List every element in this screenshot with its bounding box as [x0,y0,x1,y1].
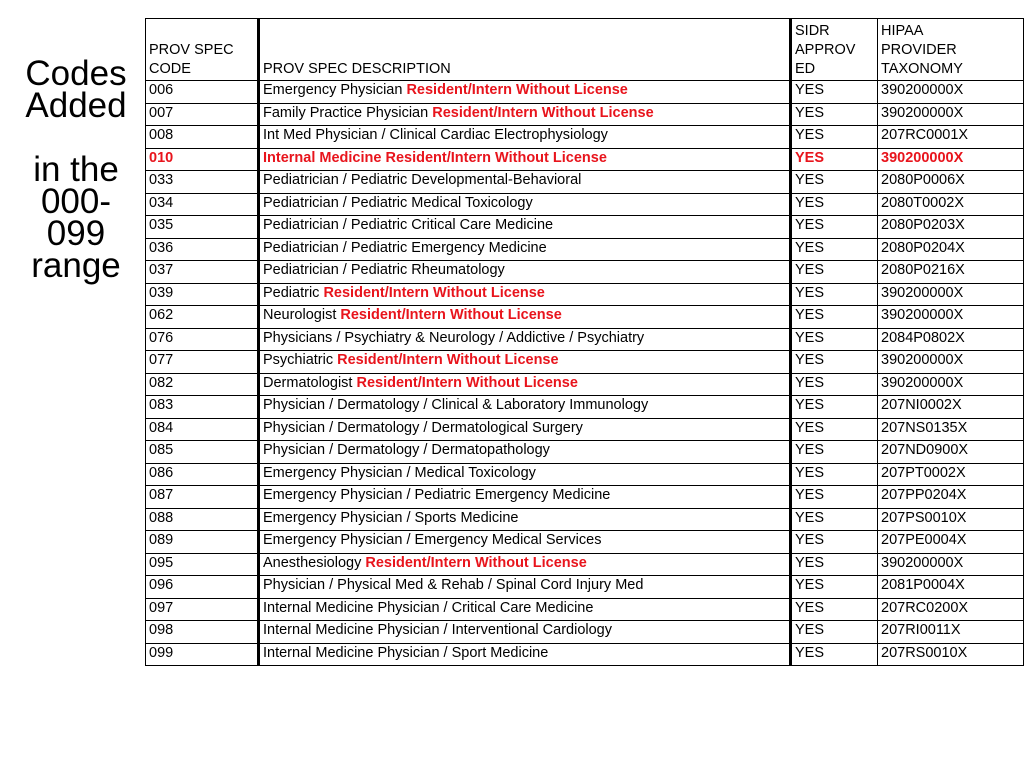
cell-hipaa-taxonomy: 2080P0203X [878,216,1024,239]
table-body [146,81,1024,666]
table-header-row [146,19,1024,81]
description-text: Internal Medicine Physician / Sport Medicine [263,644,549,661]
description-text: Physicians / Psychiatry & Neurology / Addictive / Psychiatry [263,329,645,346]
description-text: Pediatric [263,284,320,301]
description-text: Pediatrician / Pediatric Medical Toxicology [263,194,533,211]
table-row [146,126,1024,149]
cell-code: 076 [146,328,259,351]
cell-code: 037 [146,261,259,284]
table-row [146,486,1024,509]
cell-description [259,531,791,554]
table-row [146,171,1024,194]
table-row [146,531,1024,554]
cell-sidr-approved: YES [791,576,878,599]
cell-hipaa-taxonomy: 207ND0900X [878,441,1024,464]
cell-code: 077 [146,351,259,374]
cell-code: 085 [146,441,259,464]
cell-hipaa-taxonomy: 207PE0004X [878,531,1024,554]
header-prov-spec-code [146,19,259,81]
table-row [146,598,1024,621]
cell-hipaa-taxonomy: 207RC0200X [878,598,1024,621]
cell-sidr-approved: YES [791,463,878,486]
cell-description [259,373,791,396]
provider-specialty-table [145,18,1024,666]
description-highlight: Resident/Intern Without License [432,104,654,121]
description-highlight: Resident/Intern Without License [340,307,562,323]
cell-code: 036 [146,238,259,261]
cell-code: 089 [146,531,259,554]
table-row [146,396,1024,419]
table-row [146,373,1024,396]
cell-sidr-approved: YES [791,508,878,531]
header-hipaa-line3: TAXONOMY [881,61,963,77]
description-text: Physician / Dermatology / Clinical & Laboratory Immunology [263,397,649,413]
cell-description [259,216,791,239]
description-highlight: Resident/Intern Without License [406,82,628,98]
cell-hipaa-taxonomy: 390200000X [878,373,1024,396]
cell-sidr-approved: YES [791,216,878,239]
table-row [146,328,1024,351]
cell-description [259,418,791,441]
cell-description [259,103,791,126]
cell-description [259,306,791,329]
cell-hipaa-taxonomy: 2080P0216X [878,261,1024,284]
cell-code: 034 [146,193,259,216]
cell-description [259,81,791,104]
cell-description [259,396,791,419]
description-text: Pediatrician / Pediatric Emergency Medicine [263,239,547,256]
cell-hipaa-taxonomy: 390200000X [878,103,1024,126]
description-text: Anesthesiology [263,554,362,571]
cell-hipaa-taxonomy: 207RI0011X [878,621,1024,644]
table-row [146,463,1024,486]
description-highlight: Resident/Intern Without License [365,554,587,571]
header-prov-spec-description: PROV SPEC DESCRIPTION [259,19,791,81]
description-text: Emergency Physician [263,82,403,98]
description-text: Pediatrician / Pediatric Developmental-Behavioral [263,172,582,188]
cell-description [259,261,791,284]
cell-sidr-approved: YES [791,306,878,329]
description-text: Internal Medicine Resident/Intern Without License [263,149,607,166]
table-row [146,621,1024,644]
cell-code: 087 [146,486,259,509]
cell-sidr-approved: YES [791,126,878,149]
description-text: Dermatologist [263,374,353,391]
table-row [146,508,1024,531]
cell-code: 096 [146,576,259,599]
header-code-line2: CODE [149,61,191,77]
cell-hipaa-taxonomy: 390200000X [878,81,1024,104]
title-line-range: range [31,246,121,285]
cell-sidr-approved: YES [791,328,878,351]
cell-description [259,598,791,621]
title-line-in-the: in the [33,150,119,189]
description-highlight: Resident/Intern Without License [337,352,559,368]
title-line-range-end: 099 [46,214,106,253]
table-row [146,81,1024,104]
cell-hipaa-taxonomy: 390200000X [878,283,1024,306]
table-row [146,418,1024,441]
cell-description [259,238,791,261]
cell-hipaa-taxonomy: 2084P0802X [878,328,1024,351]
cell-code: 035 [146,216,259,239]
cell-sidr-approved: YES [791,81,878,104]
table-row [146,351,1024,374]
cell-sidr-approved: YES [791,261,878,284]
cell-hipaa-taxonomy: 390200000X [878,351,1024,374]
table-row [146,238,1024,261]
cell-code: 039 [146,283,259,306]
header-code-line1: PROV SPEC [149,42,234,58]
cell-hipaa-taxonomy: 2080P0006X [878,171,1024,194]
description-text: Pediatrician / Pediatric Rheumatology [263,262,505,278]
cell-hipaa-taxonomy: 207RS0010X [878,643,1024,666]
cell-description [259,441,791,464]
cell-code: 083 [146,396,259,419]
cell-description [259,351,791,374]
title-line-codes: Codes [25,54,127,93]
cell-sidr-approved: YES [791,643,878,666]
cell-sidr-approved: YES [791,171,878,194]
description-text: Physician / Dermatology / Dermatological Surgery [263,419,583,436]
cell-hipaa-taxonomy: 207PP0204X [878,486,1024,509]
description-text: Emergency Physician / Sports Medicine [263,509,519,526]
table-row [146,643,1024,666]
cell-code: 006 [146,81,259,104]
header-hipaa-taxonomy [878,19,1024,81]
table-row [146,103,1024,126]
cell-sidr-approved: YES [791,351,878,374]
cell-description [259,621,791,644]
description-highlight: Resident/Intern Without License [356,374,578,391]
header-sidr-line3: ED [795,61,816,77]
cell-description [259,126,791,149]
cell-hipaa-taxonomy: 207RC0001X [878,126,1024,149]
cell-hipaa-taxonomy: 207PS0010X [878,508,1024,531]
cell-code: 097 [146,598,259,621]
header-sidr-line1: SIDR [795,23,830,39]
description-text: Emergency Physician / Emergency Medical Services [263,532,602,548]
cell-sidr-approved: YES [791,418,878,441]
description-text: Internal Medicine Physician / Critical Care Medicine [263,599,594,616]
table-row [146,216,1024,239]
title-line-added: Added [25,86,127,125]
cell-description [259,553,791,576]
title-line-range-start: 000- [40,182,112,221]
cell-hipaa-taxonomy: 207NS0135X [878,418,1024,441]
cell-sidr-approved: YES [791,148,878,171]
cell-sidr-approved: YES [791,621,878,644]
header-hipaa-line1: HIPAA [881,23,924,39]
cell-sidr-approved: YES [791,193,878,216]
description-text: Neurologist [263,307,337,323]
cell-code: 062 [146,306,259,329]
cell-code: 099 [146,643,259,666]
cell-hipaa-taxonomy: 2080P0204X [878,238,1024,261]
description-text: Pediatrician / Pediatric Critical Care Medicine [263,217,554,233]
cell-code: 008 [146,126,259,149]
cell-code: 082 [146,373,259,396]
cell-code: 033 [146,171,259,194]
cell-sidr-approved: YES [791,103,878,126]
cell-code: 086 [146,463,259,486]
table-row [146,576,1024,599]
header-hipaa-line2: PROVIDER [881,42,957,58]
description-text: Physician / Dermatology / Dermatopathology [263,442,550,458]
table-row [146,283,1024,306]
cell-sidr-approved: YES [791,373,878,396]
cell-hipaa-taxonomy: 2080T0002X [878,193,1024,216]
cell-code: 088 [146,508,259,531]
cell-description [259,283,791,306]
cell-hipaa-taxonomy: 390200000X [878,306,1024,329]
cell-hipaa-taxonomy: 390200000X [878,553,1024,576]
cell-description [259,193,791,216]
description-text: Int Med Physician / Clinical Cardiac Electrophysiology [263,127,608,143]
table-row [146,148,1024,171]
cell-description [259,508,791,531]
cell-hipaa-taxonomy: 2081P0004X [878,576,1024,599]
cell-sidr-approved: YES [791,531,878,554]
cell-sidr-approved: YES [791,598,878,621]
cell-hipaa-taxonomy: 207NI0002X [878,396,1024,419]
cell-hipaa-taxonomy: 390200000X [878,148,1024,171]
cell-description [259,148,791,171]
header-sidr-line2: APPROV [795,42,856,58]
cell-sidr-approved: YES [791,441,878,464]
description-text: Emergency Physician / Medical Toxicology [263,464,536,481]
description-text: Psychiatric [263,352,334,368]
cell-sidr-approved: YES [791,396,878,419]
cell-description [259,171,791,194]
cell-code: 010 [146,148,259,171]
table-row [146,306,1024,329]
cell-description [259,463,791,486]
cell-code: 007 [146,103,259,126]
cell-sidr-approved: YES [791,283,878,306]
cell-description [259,643,791,666]
description-text: Physician / Physical Med & Rehab / Spinal Cord Injury Med [263,577,644,593]
cell-code: 084 [146,418,259,441]
cell-sidr-approved: YES [791,238,878,261]
table-row [146,553,1024,576]
cell-code: 095 [146,553,259,576]
cell-description [259,576,791,599]
table-row [146,261,1024,284]
cell-sidr-approved: YES [791,486,878,509]
description-text: Internal Medicine Physician / Interventional Cardiology [263,622,612,638]
description-text: Emergency Physician / Pediatric Emergency Medicine [263,487,611,503]
cell-hipaa-taxonomy: 207PT0002X [878,463,1024,486]
table-row [146,441,1024,464]
cell-sidr-approved: YES [791,553,878,576]
description-text: Family Practice Physician [263,104,429,121]
header-sidr-approved [791,19,878,81]
cell-description [259,486,791,509]
slide-title [14,54,138,285]
cell-description [259,328,791,351]
cell-code: 098 [146,621,259,644]
table-row [146,193,1024,216]
description-highlight: Resident/Intern Without License [323,284,545,301]
